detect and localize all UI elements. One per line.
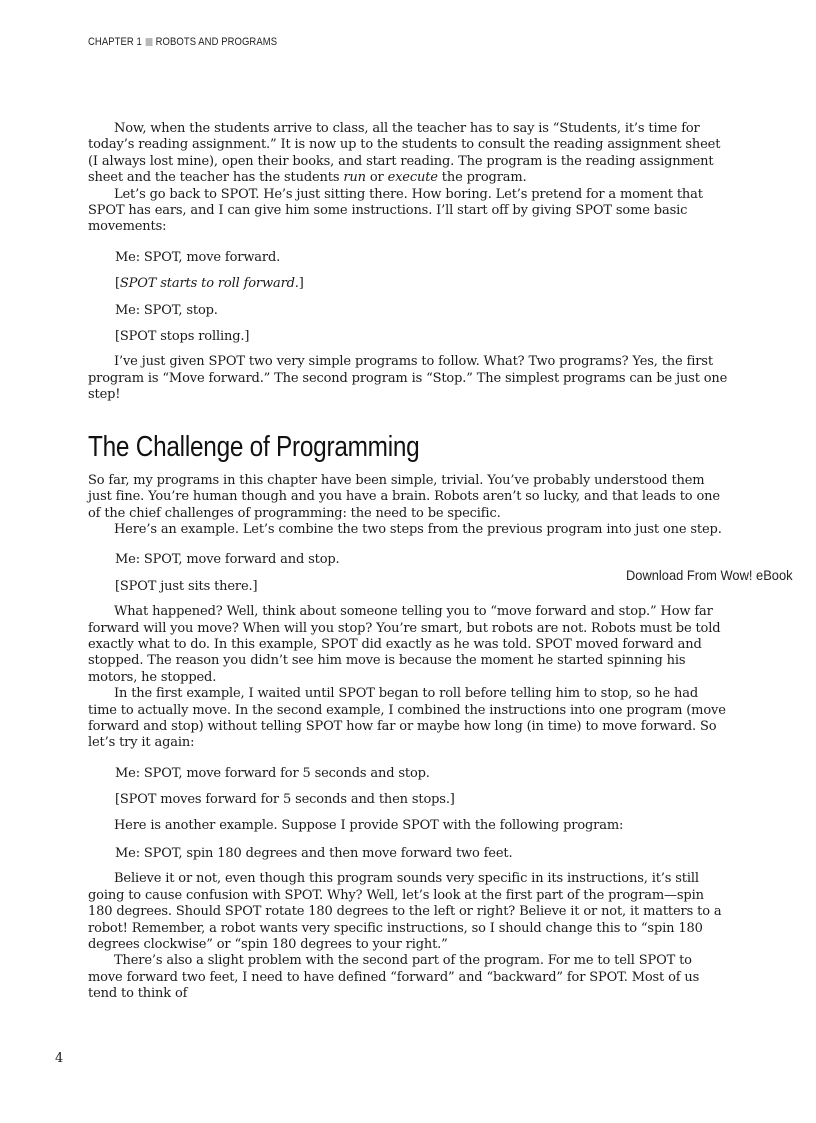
spacer: [88, 752, 730, 766]
bracket-open: [: [115, 276, 120, 292]
bracket-close: ]: [298, 276, 304, 292]
believe-paragraph: Believe it or not, even though this program sounds very specific in its instructions, it’s still going to cause confusion with SPOT. Why? Well, let’s look at the first part of the program—spin 180 degrees. Should SPOT rotate 180 degrees to the left or right? Believe it or not, it matters to a robot! Remember, a robot wants very specific instructions, so I should change this to “spin 180 degrees clockwise” or “spin 180 degrees to your right.”: [88, 871, 722, 953]
problem-paragraph: There’s also a slight problem with the second part of the program. For me to tell SPOT to move forward two feet, I need to have defined “forward” and “backward” for SPOT. Most of us tend to think of: [88, 953, 700, 1002]
dialog-line: Me: SPOT, stop.: [115, 302, 218, 318]
dialog-block-4: [88, 846, 730, 862]
spacer: [88, 345, 730, 354]
dialog-line-italic: SPOT starts to roll forward.: [119, 276, 299, 292]
spacer: [88, 236, 730, 250]
running-head-title: ROBOTS AND PROGRAMS: [155, 36, 278, 48]
dialog-line: [115, 276, 730, 292]
section-heading: The Challenge of Programming: [88, 430, 420, 463]
intro-paragraph-1-text: Now, when the students arrive to class, all the teacher has to say is “Students, it’s time for today’s reading assignment.” It is now up to the students to consult the reading assignment sheet (I always lost mine), open their books, and start reading. The program is the reading assignment sheet and the teacher has the students: [88, 121, 721, 186]
dialog-line: [SPOT stops rolling.]: [115, 329, 250, 345]
dialog-line: Me: SPOT, move forward and stop.: [115, 552, 340, 568]
what-happened-paragraph-2: In the first example, I waited until SPOT began to roll before telling him to stop, so he had time to actually move. In the second example, I combined the instructions into one program (move forward and stop) without telling SPOT how far or maybe how long (in time) to move forward. So let’s try it again:: [88, 686, 726, 751]
spacer: [88, 595, 730, 604]
dialog-line: Me: SPOT, move forward for 5 seconds and stop.: [115, 765, 430, 781]
dialog-line: [SPOT moves forward for 5 seconds and then stops.]: [115, 792, 455, 808]
dialog-block-1: [88, 250, 730, 346]
intro-paragraph-2: Let’s go back to SPOT. He’s just sitting there. How boring. Let’s pretend for a moment that SPOT has ears, and I can give him some instructions. I’ll start off by giving SPOT some basic movements:: [88, 186, 703, 235]
intro-paragraph-1-end: the program.: [437, 170, 527, 186]
watermark-text: Download From Wow! eBook: [626, 567, 793, 583]
spacer: [88, 464, 730, 473]
page-body: [88, 121, 730, 1003]
page-number: 4: [55, 1051, 64, 1066]
after-dialog-paragraph: I’ve just given SPOT two very simple programs to follow. What? Two programs? Yes, the first program is “Move forward.” The second program is “Stop.” The simplest programs can be just one step!: [88, 354, 728, 403]
separator-square-icon: [145, 38, 152, 46]
intro-paragraph-1-or: or: [365, 170, 388, 186]
spacer: [88, 404, 730, 430]
dialog-line: Me: SPOT, move forward.: [115, 249, 281, 265]
dialog-block-3: [88, 766, 730, 809]
spacer: [88, 538, 730, 552]
running-head: [88, 36, 277, 48]
emphasis-execute: execute: [387, 170, 438, 186]
dialog-line: [SPOT just sits there.]: [115, 578, 258, 594]
emphasis-run: run: [343, 170, 366, 186]
section-paragraph-1: So far, my programs in this chapter have been simple, trivial. You’ve probably understood them just fine. You’re human though and you have a brain. Robots aren’t so lucky, and that leads to one of the chief challenges of programming: the need to be specific.: [88, 472, 720, 521]
running-head-chapter: CHAPTER 1: [88, 36, 142, 48]
another-example-paragraph: Here is another example. Suppose I provide SPOT with the following program:: [114, 817, 624, 833]
spacer: [88, 809, 730, 818]
spacer: [88, 834, 730, 846]
what-happened-paragraph-1: What happened? Well, think about someone telling you to “move forward and stop.” How far forward will you move? When will you stop? You’re smart, but robots are not. Robots must be told exactly what to do. In this example, SPOT did exactly as he was told. SPOT moved forward and stopped. The reason you didn’t see him move is because the moment he started spinning his motors, he stopped.: [88, 604, 721, 685]
spacer: [88, 862, 730, 871]
intro-paragraph-1: [88, 121, 730, 187]
section-paragraph-2: Here’s an example. Let’s combine the two steps from the previous program into just one step.: [114, 521, 722, 537]
dialog-line: Me: SPOT, spin 180 degrees and then move forward two feet.: [115, 846, 513, 861]
